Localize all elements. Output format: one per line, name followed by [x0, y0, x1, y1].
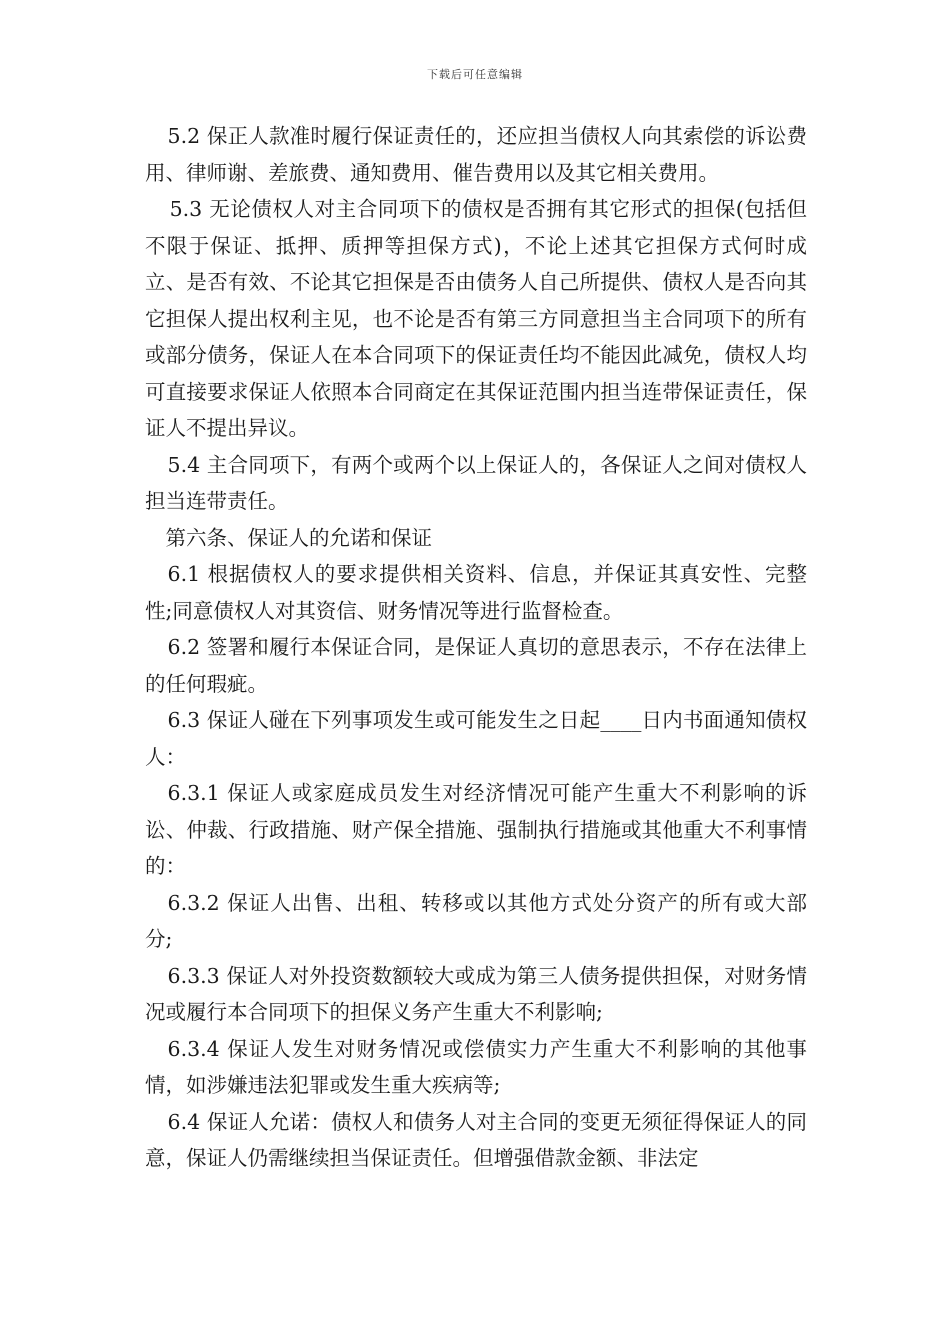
clause-6-3-4: 6.3.4 保证人发生对财务情况或偿债实力产生重大不利影响的其他事情，如涉嫌违法犯罪或发生重大疾病等;: [145, 1036, 807, 1097]
clause-6-4: 6.4 保证人允诺：债权人和债务人对主合同的变更无须征得保证人的同意，保证人仍需继续担当保证责任。但增强借款金额、非法定: [145, 1109, 807, 1170]
clause-6-3-1: 6.3.1 保证人或家庭成员发生对经济情况可能产生重大不利影响的诉讼、仲裁、行政措施、财产保全措施、强制执行措施或其他重大不利事情的：: [145, 781, 807, 878]
clause-6-3-2: 6.3.2 保证人出售、出租、转移或以其他方式处分资产的所有或大部分;: [145, 890, 807, 951]
clause-6-3: 6.3 保证人碰在下列事项发生或可能发生之日起____日内书面通知债权人：: [145, 708, 807, 769]
clause-5-4: 5.4 主合同项下，有两个或两个以上保证人的，各保证人之间对债权人担当连带责任。: [145, 452, 807, 513]
clause-5-2: 5.2 保正人款准时履行保证责任的，还应担当债权人向其索偿的诉讼费用、律师谢、差旅费、通知费用、催告费用以及其它相关费用。: [145, 124, 807, 185]
clause-6-2: 6.2 签署和履行本保证合同，是保证人真切的意思表示，不存在法律上的任何瑕疵。: [145, 635, 807, 696]
clause-6-1: 6.1 根据债权人的要求提供相关资料、信息，并保证其真安性、完整性;同意债权人对其资信、财务情况等进行监督检查。: [145, 562, 807, 623]
page-header: 下载后可任意编辑: [427, 68, 523, 81]
clause-6-3-3: 6.3.3 保证人对外投资数额较大或成为第三人债务提供担保，对财务情况或履行本合同项下的担保义务产生重大不利影响;: [145, 963, 807, 1024]
article-6-heading: 第六条、保证人的允诺和保证: [165, 525, 432, 550]
clause-5-3: 5.3 无论债权人对主合同项下的债权是否拥有其它形式的担保(包括但不限于保证、抵押、质押等担保方式)，不论上述其它担保方式何时成立、是否有效、不论其它担保是否由债务人自己所提供、债权人是否向其它担保人提出权利主见，也不论是否有第三方同意担当主合同项下的所有或部分债务，保证人在本合同项下的保证责任均不能因此减免，债权人均可直接要求保证人依照本合同商定在其保证范围内担当连带保证责任，保证人不提出异议。: [145, 197, 807, 440]
document-body: [145, 118, 807, 1177]
